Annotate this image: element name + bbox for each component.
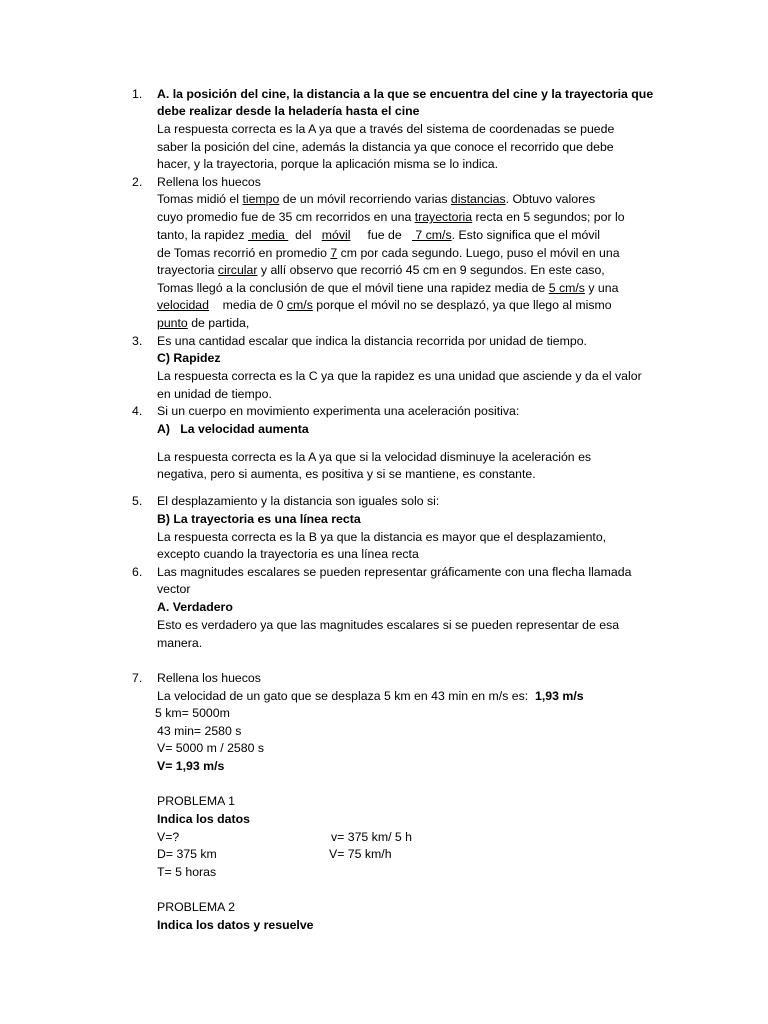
fill-line: cuyo promedio fue de 35 cm recorridos en una trayectoria recta en 5 segundos; por lo [157, 210, 625, 224]
answer-text: hacer, y la trayectoria, porque la aplicación misma se lo indica. [157, 157, 499, 171]
item-number: 2. [132, 175, 143, 189]
fill-line: velocidad media de 0 cm/s porque el móvil no se desplazó, ya que llego al mismo [157, 298, 612, 312]
item-number: 6. [132, 565, 143, 579]
fill-line: de Tomas recorrió en promedio 7 cm por cada segundo. Luego, puso el móvil en una [157, 246, 620, 260]
answer-text: saber la posición del cine, además la distancia ya que conoce el recorrido que debe [157, 140, 614, 154]
question-text: Si un cuerpo en movimiento experimenta una aceleración positiva: [157, 404, 520, 418]
answer-text: excepto cuando la trayectoria es una línea recta [157, 547, 419, 561]
item-number: 7. [132, 671, 143, 685]
question-text: Las magnitudes escalares se pueden representar gráficamente con una flecha llamada [157, 565, 632, 579]
answer-text: Esto es verdadero ya que las magnitudes escalares si se pueden representar de esa [157, 618, 620, 632]
filled-blank: punto [157, 316, 188, 330]
data-right: V= 75 km/h [329, 847, 392, 861]
section-title: Rellena los huecos [157, 671, 261, 685]
filled-blank: distancias [450, 192, 506, 206]
selected-option: A. Verdadero [157, 600, 233, 614]
problem-subtitle: Indica los datos [157, 812, 250, 826]
item-number: 3. [132, 334, 143, 348]
filled-blank: tiempo [242, 192, 280, 206]
problem-title: PROBLEMA 1 [157, 794, 235, 808]
answer-text: La respuesta correcta es la C ya que la rapidez es una unidad que asciende y da el valor [157, 369, 642, 383]
filled-blank: velocidad [157, 298, 209, 312]
fill-line: tanto, la rapidez media del móvil fue de 7 cm/s. Esto significa que el móvil [157, 228, 600, 242]
data-left: T= 5 horas [157, 865, 217, 879]
data-left: V=? [157, 830, 180, 844]
question-text: debe realizar desde la heladería hasta el cine [157, 104, 420, 118]
calc-step: 43 min= 2580 s [157, 724, 242, 738]
question-text: A. la posición del cine, la distancia a la que se encuentra del cine y la trayectoria que [157, 87, 654, 101]
question-text: La velocidad de un gato que se desplaza 5 km en 43 min en m/s es: 1,93 m/s [157, 689, 584, 703]
calc-step: V= 5000 m / 2580 s [157, 741, 264, 755]
problem-subtitle: Indica los datos y resuelve [157, 918, 314, 932]
fill-line: punto de partida, [157, 316, 250, 330]
calc-result: V= 1,93 m/s [157, 759, 225, 773]
question-text: El desplazamiento y la distancia son iguales solo si: [157, 494, 440, 508]
fill-line: trayectoria circular y allí observo que recorrió 45 cm en 9 segundos. En este caso, [157, 263, 605, 277]
selected-option: B) La trayectoria es una línea recta [157, 512, 361, 526]
answer-text: negativa, pero si aumenta, es positiva y si se mantiene, es constante. [157, 467, 536, 481]
calc-step: 5 km= 5000m [155, 706, 230, 720]
question-text: Es una cantidad escalar que indica la distancia recorrida por unidad de tiempo. [157, 334, 587, 348]
filled-blank: móvil [321, 228, 351, 242]
filled-blank: circular [217, 263, 258, 277]
filled-blank: 5 cm/s [548, 281, 585, 295]
filled-blank: 7 [330, 246, 338, 260]
data-left: D= 375 km [157, 847, 217, 861]
item-number: 1. [132, 87, 143, 101]
fill-line: Tomas midió el tiempo de un móvil recorriendo varias distancias. Obtuvo valores [157, 192, 596, 206]
fill-line: Tomas llegó a la conclusión de que el móvil tiene una rapidez media de 5 cm/s y una [157, 281, 619, 295]
filled-blank: cm/s [286, 298, 313, 312]
item-number: 4. [132, 404, 143, 418]
data-right: v= 375 km/ 5 h [331, 830, 412, 844]
answer-text: La respuesta correcta es la A ya que a través del sistema de coordenadas se puede [157, 122, 615, 136]
item-number: 5. [132, 494, 143, 508]
selected-option: A) La velocidad aumenta [157, 422, 309, 436]
filled-blank: trayectoria [414, 210, 473, 224]
section-title: Rellena los huecos [157, 175, 261, 189]
answer-text: en unidad de tiempo. [157, 387, 272, 401]
filled-blank: media [247, 228, 289, 242]
filled-blank: 7 cm/s [411, 228, 452, 242]
problem-title: PROBLEMA 2 [157, 900, 235, 914]
answer-text: manera. [157, 636, 203, 650]
answer-text: La respuesta correcta es la A ya que si la velocidad disminuye la aceleración es [157, 450, 592, 464]
selected-option: C) Rapidez [157, 351, 221, 365]
answer-text: La respuesta correcta es la B ya que la distancia es mayor que el desplazamiento, [157, 530, 607, 544]
question-text: vector [157, 582, 191, 596]
answer-value: 1,93 m/s [535, 689, 584, 703]
